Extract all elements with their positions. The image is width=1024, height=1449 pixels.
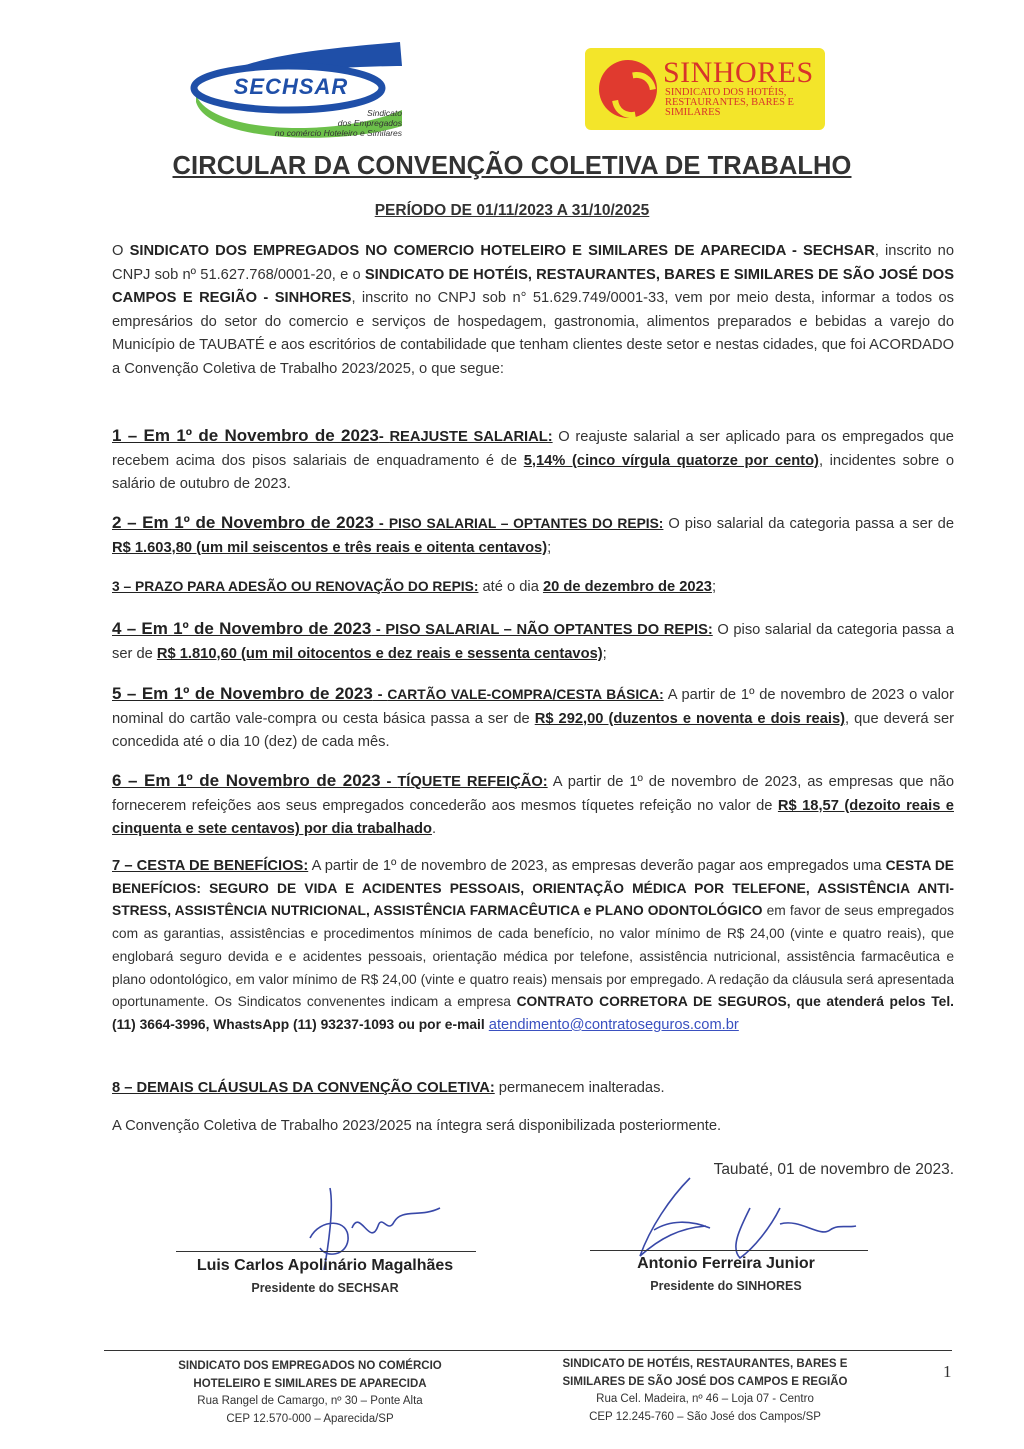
footer-sechsar-address: SINDICATO DOS EMPREGADOS NO COMÉRCIO HOTELEIRO E SIMILARES DE APARECIDA Rua Rangel de Camargo, nº 30 – Ponte Alta CEP 12.570-000 – Aparecida/SP (178, 1360, 442, 1425)
clause-7: 7 – CESTA DE BENEFÍCIOS: A partir de 1º de novembro de 2023, as empresas deverão pagar aos empregados uma CESTA DE BENEFÍCIOS: SEGURO DE VIDA E ACIDENTES PESSOAIS, ORIENTAÇÃO MÉDICA POR TELEFONE, ASSISTÊNCIA ANTI-STRESS, ASSISTÊNCIA NUTRICIONAL, ASSISTÊNCIA FARMACÊUTICA e PLANO ODONTOLÓGICO em favor de seus empregados com as garantias, assistências e procedimentos mínimos de cada benefício, no valor mínimo de R$ 24,00 (vinte e quatro reais), que englobará seguro devida e e acidentes pessoais, orientação médica por telefone, assistência nutricional, assistência farmacêutica e plano odontológico, em valor mínimo de R$ 24,00 (vinte e quatro reais) mensais por empregado. A redação da cláusula será apresentada oportunamente. Os Sindicatos convenentes indicam a empresa CONTRATO CORRETORA DE SEGUROS, que atenderá pelos Tel. (11) 3664-3996, WhastsApp (11) 93237-1093 ou por e-mail atendimento@contratoseguros.com.br (112, 858, 954, 1033)
clause-2: 2 – Em 1º de Novembro de 2023 - PISO SALARIAL – OPTANTES DO REPIS: O piso salarial da categoria passa a ser de R$ 1.603,80 (um mil seiscentos e três reais e oitenta centavos); (112, 513, 955, 556)
org-sinhores: SINDICATO DE HOTÉIS, RESTAURANTES, BARES E SIMILARES DE SÃO JOSÉ DOS CAMPOS E REGIÃO - SINHORES (112, 266, 955, 307)
sinhores-name: SINHORES (663, 56, 814, 89)
clause-6: 6 – Em 1º de Novembro de 2023 - TÍQUETE REFEIÇÃO: A partir de 1º de novembro de 2023, as empresas que não fornecerem refeições aos seus empregados concederão aos mesmos tíquetes refeição no valor de R$ 18,57 (dezoito reais e cinquenta e sete centavos) por dia trabalhado. (112, 771, 955, 838)
sinhores-logo (585, 48, 825, 130)
signature-line-left (176, 1251, 476, 1252)
signatory-left-role: Presidente do SECHSAR (251, 1281, 399, 1295)
sinhores-mark-icon (599, 60, 657, 118)
org-sechsar: SINDICATO DOS EMPREGADOS NO COMERCIO HOTELEIRO E SIMILARES DE APARECIDA - SECHSAR (129, 243, 875, 259)
signatory-right-name: Antonio Ferreira Junior (637, 1255, 815, 1272)
signature-line-right (590, 1250, 868, 1251)
sechsar-logo (188, 42, 404, 142)
document-title: CIRCULAR DA CONVENÇÃO COLETIVA DE TRABALHO (172, 152, 852, 180)
footer-divider (104, 1350, 952, 1351)
clause-5: 5 – Em 1º de Novembro de 2023 - CARTÃO VALE-COMPRA/CESTA BÁSICA: A partir de 1º de novembro de 2023 o valor nominal do cartão vale-compra ou cesta básica passa a ser de R$ 292,00 (duzentos e noventa e dois reais), que deverá ser concedida até o dia 10 (dez) de cada mês. (112, 684, 954, 751)
footer-sinhores-address: SINDICATO DE HOTÉIS, RESTAURANTES, BARES E SIMILARES DE SÃO JOSÉ DOS CAMPOS E REGIÃO Rua Cel. Madeira, nº 46 – Loja 07 - Centro CEP 12.245-760 – São José dos Campos/SP (562, 1358, 848, 1423)
sechsar-subtitle: Sindicato dos Empregados no comércio Hoteleiro e Similares (274, 108, 402, 138)
closing-statement: A Convenção Coletiva de Trabalho 2023/2025 na íntegra será disponibilizada posteriormente. (112, 1118, 722, 1134)
signatory-right-role: Presidente do SINHORES (650, 1279, 802, 1293)
contact-email-link[interactable]: atendimento@contratoseguros.com.br (488, 1016, 739, 1033)
clause-8: 8 – DEMAIS CLÁUSULAS DA CONVENÇÃO COLETIVA: permanecem inalteradas. (112, 1080, 665, 1096)
place-date: Taubaté, 01 de novembro de 2023. (713, 1161, 954, 1178)
page-number: 1 (943, 1362, 952, 1381)
sechsar-name: SECHSAR (233, 74, 349, 99)
signatory-left-name: Luis Carlos Apolinário Magalhães (196, 1257, 454, 1274)
signature-right-handwritten (630, 1168, 870, 1268)
clause-3: 3 – PRAZO PARA ADESÃO OU RENOVAÇÃO DO REPIS: até o dia 20 de dezembro de 2023; (112, 579, 717, 595)
document-period: PERÍODO DE 01/11/2023 A 31/10/2025 (374, 202, 650, 219)
intro-paragraph: O SINDICATO DOS EMPREGADOS NO COMERCIO HOTELEIRO E SIMILARES DE APARECIDA - SECHSAR, inscrito no CNPJ sob nº 51.627.768/0001-20, e o SINDICATO DE HOTÉIS, RESTAURANTES, BARES E SIMILARES DE SÃO JOSÉ DOS CAMPOS E REGIÃO - SINHORES, inscrito no CNPJ sob n° 51.629.749/0001-33, vem por meio desta, informar a todos os empresários do setor do comercio e serviços de hospedagem, gastronomia, alimentos preparados e bebidas a varejo do Município de TAUBATÉ e aos escritórios de contabilidade que tenham clientes deste setor e nestas cidades, que foi ACORDADO a Convenção Coletiva de Trabalho 2023/2025, o que segue: (112, 243, 955, 377)
clause-1: 1 – Em 1º de Novembro de 2023- REAJUSTE SALARIAL: O reajuste salarial a ser aplicado para os empregados que recebem acima dos pisos salariais de enquadramento é de 5,14% (cinco vírgula quatorze por cento), incidentes sobre o salário de outubro de 2023. (112, 426, 955, 493)
clause-4: 4 – Em 1º de Novembro de 2023 - PISO SALARIAL – NÃO OPTANTES DO REPIS: O piso salarial da categoria passa a ser de R$ 1.810,60 (um mil oitocentos e dez reais e sessenta centavos); (112, 619, 954, 662)
sinhores-subtitle: SINDICATO DOS HOTÉIS, RESTAURANTES, BARES E SIMILARES (665, 87, 794, 118)
